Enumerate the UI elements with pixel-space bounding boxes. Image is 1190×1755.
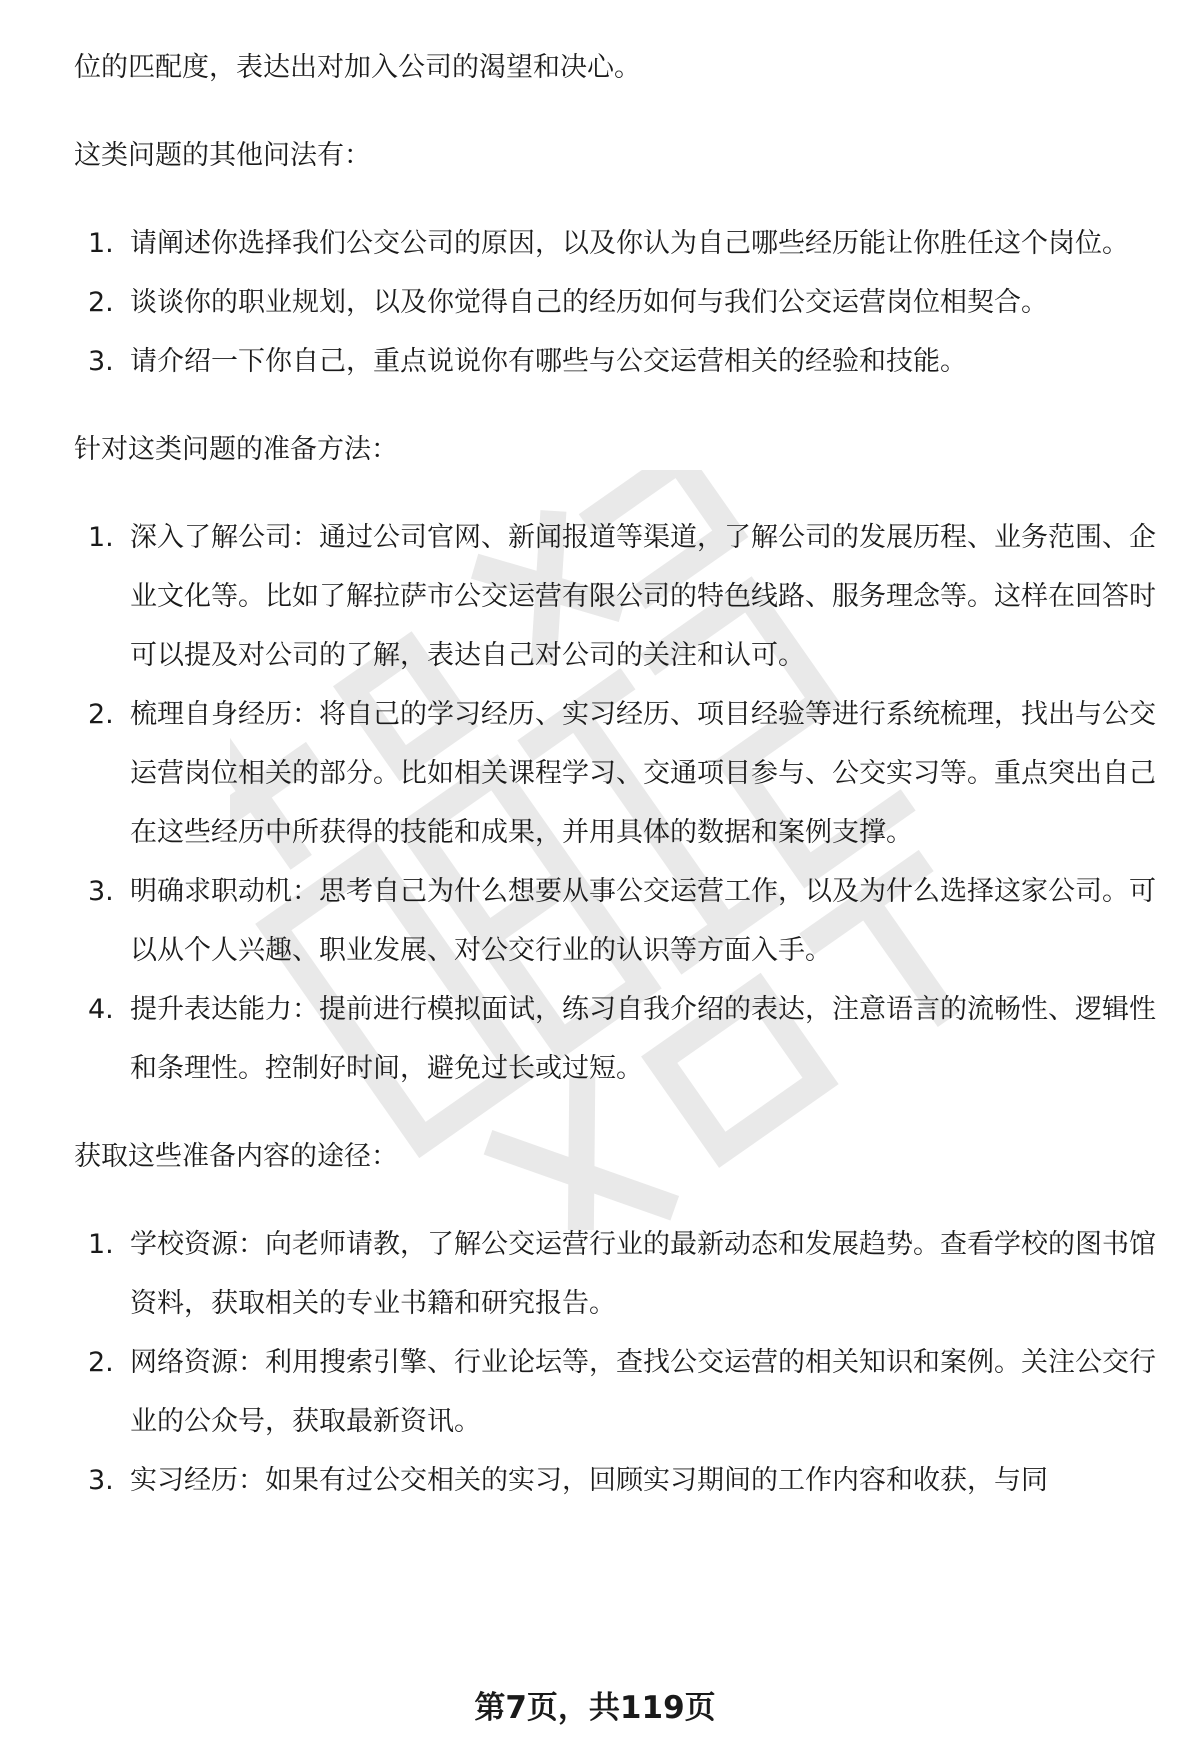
section-heading-alternative-questions: 这类问题的其他问法有： <box>74 140 371 171</box>
list-item-text: 学校资源：向老师请教，了解公交运营行业的最新动态和发展趋势。查看学校的图书馆资料，获取相关的专业书籍和研究报告。 <box>130 1229 1156 1319</box>
page-number-footer: 第7页，共119页 <box>474 1690 716 1726</box>
list-item-number: 1. <box>88 228 114 259</box>
list-item-number: 1. <box>88 1229 114 1260</box>
list-item-number: 3. <box>88 346 114 377</box>
preparation-methods-list <box>74 508 1154 1098</box>
list-item-text: 明确求职动机：思考自己为什么想要从事公交运营工作，以及为什么选择这家公司。可以从个人兴趣、职业发展、对公交行业的认识等方面入手。 <box>130 876 1156 966</box>
list-item-number: 4. <box>88 994 114 1025</box>
list-item-text: 请介绍一下你自己，重点说说你有哪些与公交运营相关的经验和技能。 <box>130 346 967 377</box>
list-item <box>74 1333 1174 1451</box>
document-body <box>74 38 1154 1539</box>
list-item-number: 2. <box>88 699 114 730</box>
alternative-questions-list <box>74 214 1154 391</box>
list-item <box>74 980 1174 1098</box>
list-item-number: 3. <box>88 876 114 907</box>
list-item-text: 谈谈你的职业规划，以及你觉得自己的经历如何与我们公交运营岗位相契合。 <box>130 287 1048 318</box>
list-item-text: 请阐述你选择我们公交公司的原因，以及你认为自己哪些经历能让你胜任这个岗位。 <box>130 228 1129 259</box>
list-item <box>74 862 1174 980</box>
preparation-sources-list <box>74 1215 1154 1510</box>
list-item <box>74 214 1174 273</box>
section-heading-preparation-sources: 获取这些准备内容的途径： <box>74 1141 398 1172</box>
list-item <box>74 332 1174 391</box>
list-item-number: 2. <box>88 287 114 318</box>
list-item-text: 提升表达能力：提前进行模拟面试，练习自我介绍的表达，注意语言的流畅性、逻辑性和条理性。控制好时间，避免过长或过短。 <box>130 994 1156 1084</box>
list-item-number: 2. <box>88 1347 114 1378</box>
list-item-text: 深入了解公司：通过公司官网、新闻报道等渠道，了解公司的发展历程、业务范围、企业文化等。比如了解拉萨市公交运营有限公司的特色线路、服务理念等。这样在回答时可以提及对公司的了解，表达自己对公司的关注和认可。 <box>130 522 1156 671</box>
list-item <box>74 273 1174 332</box>
list-item <box>74 508 1174 685</box>
list-item-text: 网络资源：利用搜索引擎、行业论坛等，查找公交运营的相关知识和案例。关注公交行业的公众号，获取最新资讯。 <box>130 1347 1156 1437</box>
list-item <box>74 1451 1174 1510</box>
list-item <box>74 685 1174 862</box>
list-item-text: 梳理自身经历：将自己的学习经历、实习经历、项目经验等进行系统梳理，找出与公交运营岗位相关的部分。比如相关课程学习、交通项目参与、公交实习等。重点突出自己在这些经历中所获得的技能和成果，并用具体的数据和案例支撑。 <box>130 699 1156 848</box>
list-item-text: 实习经历：如果有过公交相关的实习，回顾实习期间的工作内容和收获，与同 <box>130 1465 1048 1496</box>
list-item-number: 1. <box>88 522 114 553</box>
list-item <box>74 1215 1174 1333</box>
intro-paragraph: 位的匹配度，表达出对加入公司的渴望和决心。 <box>74 52 641 83</box>
section-heading-preparation-methods: 针对这类问题的准备方法： <box>74 434 398 465</box>
list-item-number: 3. <box>88 1465 114 1496</box>
